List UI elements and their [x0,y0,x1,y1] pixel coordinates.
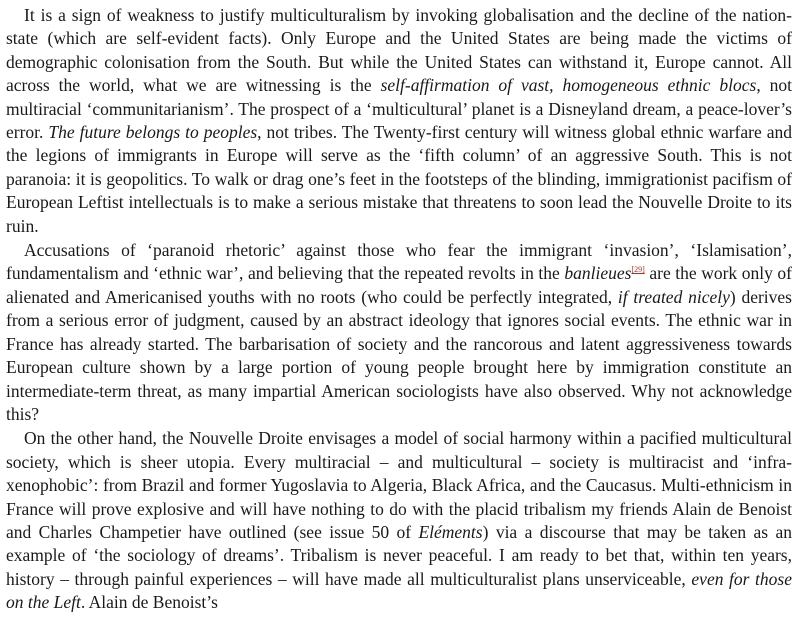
paragraph [6,4,792,238]
paragraph [6,239,792,426]
italic-text-segment: Eléments [418,521,483,542]
text-segment: ) derives from a serious error of judgment, caused by an abstract ideology that ignores social events. The ethnic war in France has already started. The barbarisation of society and the rancorous and latent aggressiveness towards European culture shown by a large portion of young people brought here by immigration constitute an intermediate-term threat, as many impartial American sociologists have also observed. Why not acknowledge this? [6,286,792,424]
footnote-link[interactable]: [29] [631,265,645,275]
text-segment: It is a sign of weakness to justify multiculturalism by invoking globalisation and the decline of the nation-state (which are self-evident facts). Only Europe and the United States are being made the victims of demographic colonisation from the South. But while the United States can withstand it, Europe cannot. All across the world, what we are witnessing is the [6,5,792,96]
text-segment: . Alain de Benoist’s [80,592,218,613]
text-segment: , not tribes. The Twenty-first century will witness global ethnic warfare and the legions of immigrants in Europe will serve as the ‘fifth column’ of an aggressive South. This is not paranoia: it is geopolitics. To walk or drag one’s feet in the footsteps of the blinding, immigrationist pacifism of European Leftist intellectuals is to make a serious mistake that threatens to soon lead the Nouvelle Droite to its ruin. [6,122,792,236]
italic-text-segment: even for those on the Left [6,568,792,613]
text-segment: On the other hand, the Nouvelle Droite envisages a model of social harmony within a pacified multicultural society, which is sheer utopia. Every multiracial – and multicultural – society is multiracist and ‘infra-xenophobic’: from Brazil and former Yugoslavia to Algeria, Black Africa, and the Caucasus. Multi-ethnicism in France will prove explosive and will have nothing to do with the placid tribalism my friends Alain de Benoist and Charles Champetier have outlined (see issue 50 of [6,428,792,542]
text-segment: ) via a discourse that may be taken as an example of ‘the sociology of dreams’. Tribalism is never peaceful. I am ready to bet that, within ten years, history – through painful experiences – will have made all multiculturalist plans unserviceable, [6,521,792,589]
italic-text-segment: banlieues [564,263,632,284]
italic-text-segment: The future belongs to peoples [48,122,258,143]
italic-text-segment: self-affirmation of vast, homogeneous ethnic blocs [380,75,757,96]
text-segment: Accusations of ‘paranoid rhetoric’ against those who fear the immigrant ‘invasion’, ‘Islamisation’, fundamentalism and ‘ethnic war’, and believing that the repeated revolts in the [6,240,792,284]
text-segment: are the work only of alienated and Americanised youths with no roots (who could be perfectly integrated, [6,263,793,307]
text-segment: , not multiracial ‘communitarianism’. The prospect of a ‘multicultural’ planet is a Disneyland dream, a peace-lover’s error. [6,75,792,143]
document-page [6,4,792,615]
italic-text-segment: if treated nicely [617,286,730,307]
paragraph [6,427,792,614]
